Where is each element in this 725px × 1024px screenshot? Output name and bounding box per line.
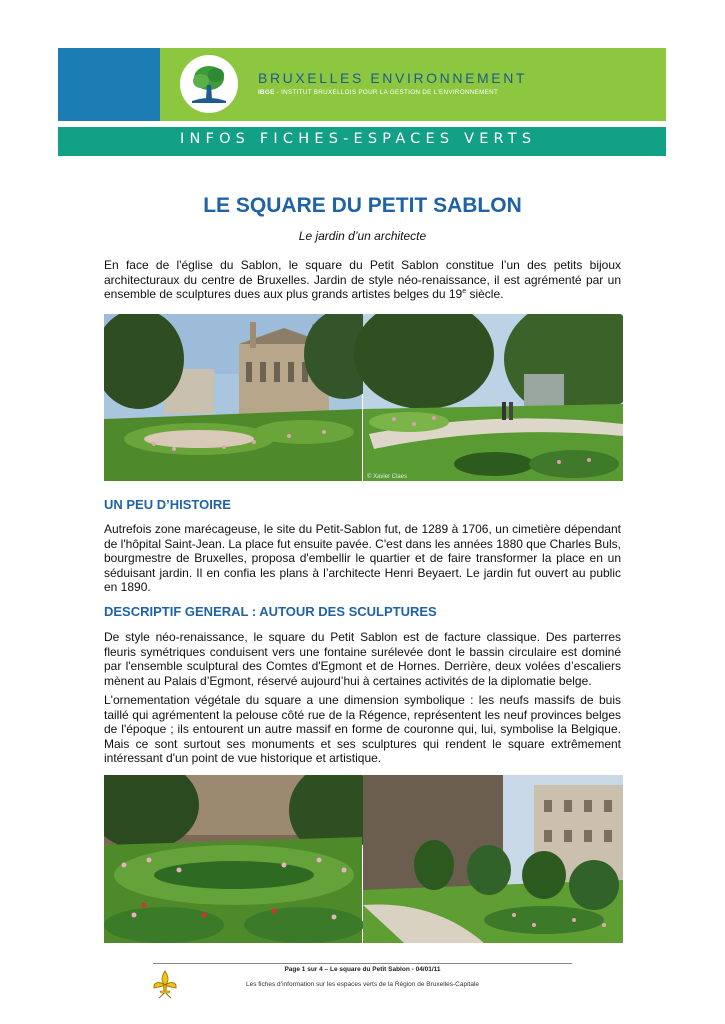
history-paragraph: Autrefois zone marécageuse, le site du Petit-Sablon fut, de 1289 à 1706, un cimetière dépendant de l'hôpital Saint-Jean. La place fut ensuite pavée. C'est dans les années 1880 que Charles Buls, bourgmestre de Bruxelles, proposa d'embellir le quartier et de faire transformer la place en un séduisant jardin. Il en confia les plans à l’architecte Henri Beyaert. Le jardin fut ouvert au public en 1890. [104, 522, 621, 595]
page-subtitle: Le jardin d’un architecte [298, 229, 427, 243]
brand-title: BRUXELLES ENVIRONNEMENT [258, 70, 528, 86]
photo-square-church [104, 314, 623, 481]
footer-page-info: Page 1 sur 4 – Le square du Petit Sablon - 04/01/11 [284, 966, 441, 973]
section-heading-history: UN PEU D’HISTOIRE [104, 497, 231, 512]
header-blue-block [58, 48, 160, 121]
intro-superscript: e [462, 288, 467, 296]
page-title: LE SQUARE DU PETIT SABLON [203, 194, 522, 217]
footer-note: Les fiches d’information sur les espaces verts de la Région de Bruxelles-Capitale [245, 981, 480, 988]
band-title: INFOS FICHES-ESPACES VERTS [180, 131, 537, 147]
footer-rule [153, 963, 572, 964]
description-paragraph-2: L'ornementation végétale du square a une dimension symbolique : les neufs massifs de buis taillé qui agrémentent la pelouse côté rue de la Régence, représentent les neuf provinces belges de l'époque ; ils entourent un autre massif en forme de couronne qui, lui, symbolise la Belgique. Mais ce sont surtout ses monuments et ses sculptures qui rendent le square extrêmement intéressant d'un point de vue historique et artistique. [104, 693, 621, 766]
logo [180, 55, 238, 113]
intro-text-end: siècle. [466, 287, 504, 302]
section-heading-description: DESCRIPTIF GENERAL : AUTOUR DES SCULPTURES [104, 604, 437, 619]
brand-subtitle [258, 89, 498, 96]
tree-icon [180, 55, 238, 113]
photo-2-drawing [104, 775, 623, 943]
photo-1-drawing [104, 314, 623, 481]
intro-paragraph [104, 258, 621, 302]
photo-garden-beds [104, 775, 623, 943]
description-paragraph-1: De style néo-renaissance, le square du Petit Sablon est de facture classique. Des parterres fleuris symétriques conduisent vers une fontaine surélevée dont le bassin circulaire est dominé par l'ensemble sculptural des Comtes d'Egmont et de Hornes. Derrière, deux volées d’escaliers mènent au Palais d’Egmont, réservé aujourd’hui à certaines activités de la diplomatie belge. [104, 630, 621, 688]
brand-subtitle-acronym: IBGE [258, 89, 275, 96]
intro-text: En face de l'église du Sablon, le square du Petit Sablon constitue l’un des petits bijoux architecturaux du centre de Bruxelles. Jardin de style néo-renaissance, il est agrémenté par un ensemble de sculptures dues aux plus grands artistes belges du 19 [104, 258, 621, 302]
iris-icon [151, 969, 179, 999]
brand-subtitle-rest: - INSTITUT BRUXELLOIS POUR LA GESTION DE L'ENVIRONNEMENT [274, 89, 499, 96]
photo-credit: © Xavier Claes [367, 474, 408, 480]
